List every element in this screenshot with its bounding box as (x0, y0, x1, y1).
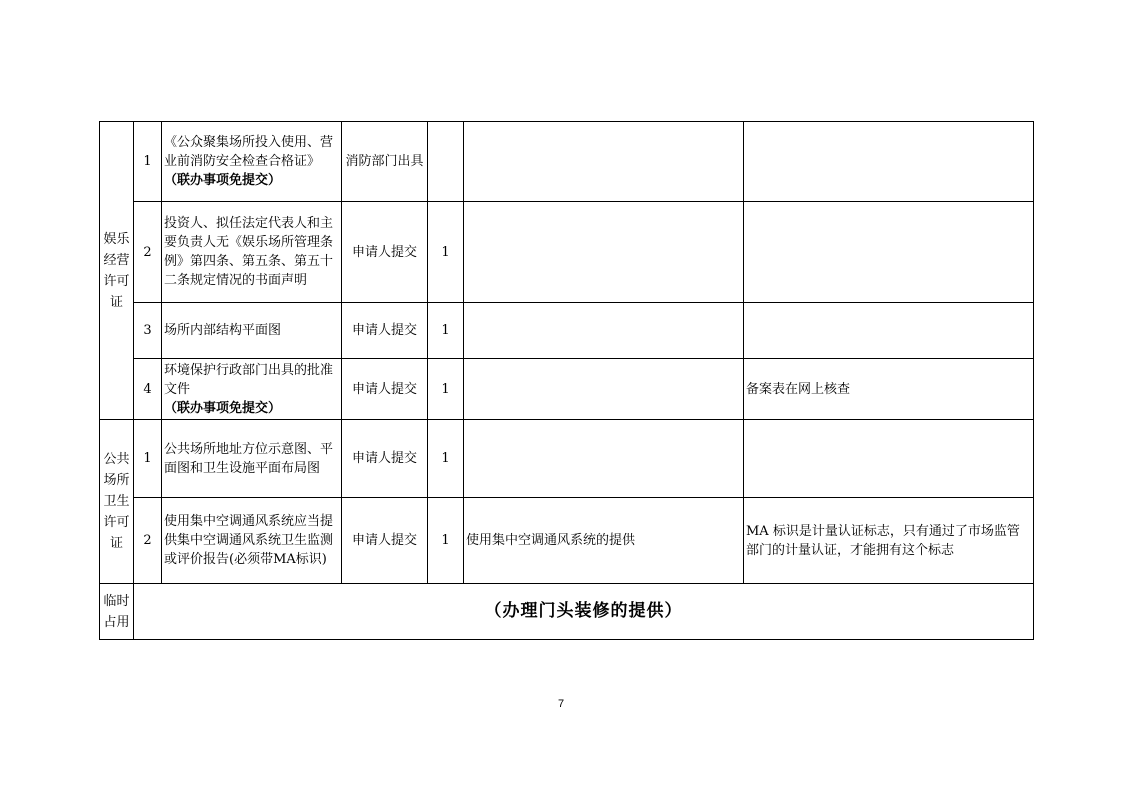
item-name: 《公众聚集场所投入使用、营业前消防安全检查合格证》 (164, 135, 334, 169)
table-row (100, 420, 1034, 498)
category-label: 娱乐经营许可证 (103, 231, 130, 310)
table-row (100, 359, 1034, 420)
item-source: 消防部门出具 (342, 122, 428, 202)
page-number: 7 (557, 698, 565, 710)
item-number: 4 (134, 359, 162, 420)
item-note: （联办事项免提交） (164, 173, 282, 188)
item-name: 环境保护行政部门出具的批准文件 (164, 362, 334, 397)
table-row (100, 303, 1034, 359)
item-number: 1 (134, 420, 162, 498)
item-source: 申请人提交 (342, 420, 428, 498)
item-number: 2 (134, 498, 162, 584)
item-qty: 1 (428, 202, 464, 303)
table-row (100, 498, 1034, 584)
item-source: 申请人提交 (342, 498, 428, 584)
category-label: 临时占用 (103, 593, 130, 630)
item-scope (464, 303, 744, 359)
temp-occupation-note: （办理门头装修的提供） (134, 584, 1034, 640)
item-qty: 1 (428, 359, 464, 420)
item-name-cell (162, 303, 342, 359)
item-source: 申请人提交 (342, 359, 428, 420)
item-source: 申请人提交 (342, 202, 428, 303)
item-source: 申请人提交 (342, 303, 428, 359)
item-scope (464, 122, 744, 202)
item-name-cell (162, 359, 342, 420)
item-name: 使用集中空调通风系统应当提供集中空调通风系统卫生监测或评价报告(必须带MA标识) (164, 514, 334, 567)
item-qty: 1 (428, 498, 464, 584)
materials-table (99, 121, 1034, 640)
item-qty: 1 (428, 420, 464, 498)
item-remark (744, 420, 1034, 498)
table-row (100, 584, 1034, 640)
table-row (100, 122, 1034, 202)
item-number: 3 (134, 303, 162, 359)
item-name: 场所内部结构平面图 (164, 323, 282, 338)
item-name-cell (162, 420, 342, 498)
category-label: 公共场所卫生许可证 (103, 452, 130, 551)
item-scope (464, 420, 744, 498)
item-remark (744, 202, 1034, 303)
item-scope (464, 359, 744, 420)
item-scope: 使用集中空调通风系统的提供 (464, 498, 744, 584)
item-name: 投资人、拟任法定代表人和主要负责人无《娱乐场所管理条例》第四条、第五条、第五十二条规定情况的书面声明 (164, 216, 334, 288)
item-number: 1 (134, 122, 162, 202)
item-qty: 1 (428, 303, 464, 359)
item-remark: MA 标识是计量认证标志，只有通过了市场监管部门的计量认证，才能拥有这个标志 (744, 498, 1034, 584)
item-remark (744, 122, 1034, 202)
item-qty (428, 122, 464, 202)
item-name-cell (162, 202, 342, 303)
item-number: 2 (134, 202, 162, 303)
item-scope (464, 202, 744, 303)
item-name-cell (162, 122, 342, 202)
item-remark (744, 303, 1034, 359)
item-name: 公共场所地址方位示意图、平面图和卫生设施平面布局图 (164, 441, 334, 476)
item-note: （联办事项免提交） (164, 400, 282, 416)
table-row (100, 202, 1034, 303)
category-cell (100, 420, 134, 584)
category-cell (100, 584, 134, 640)
item-name-cell (162, 498, 342, 584)
item-remark: 备案表在网上核查 (744, 359, 1034, 420)
category-cell (100, 122, 134, 420)
